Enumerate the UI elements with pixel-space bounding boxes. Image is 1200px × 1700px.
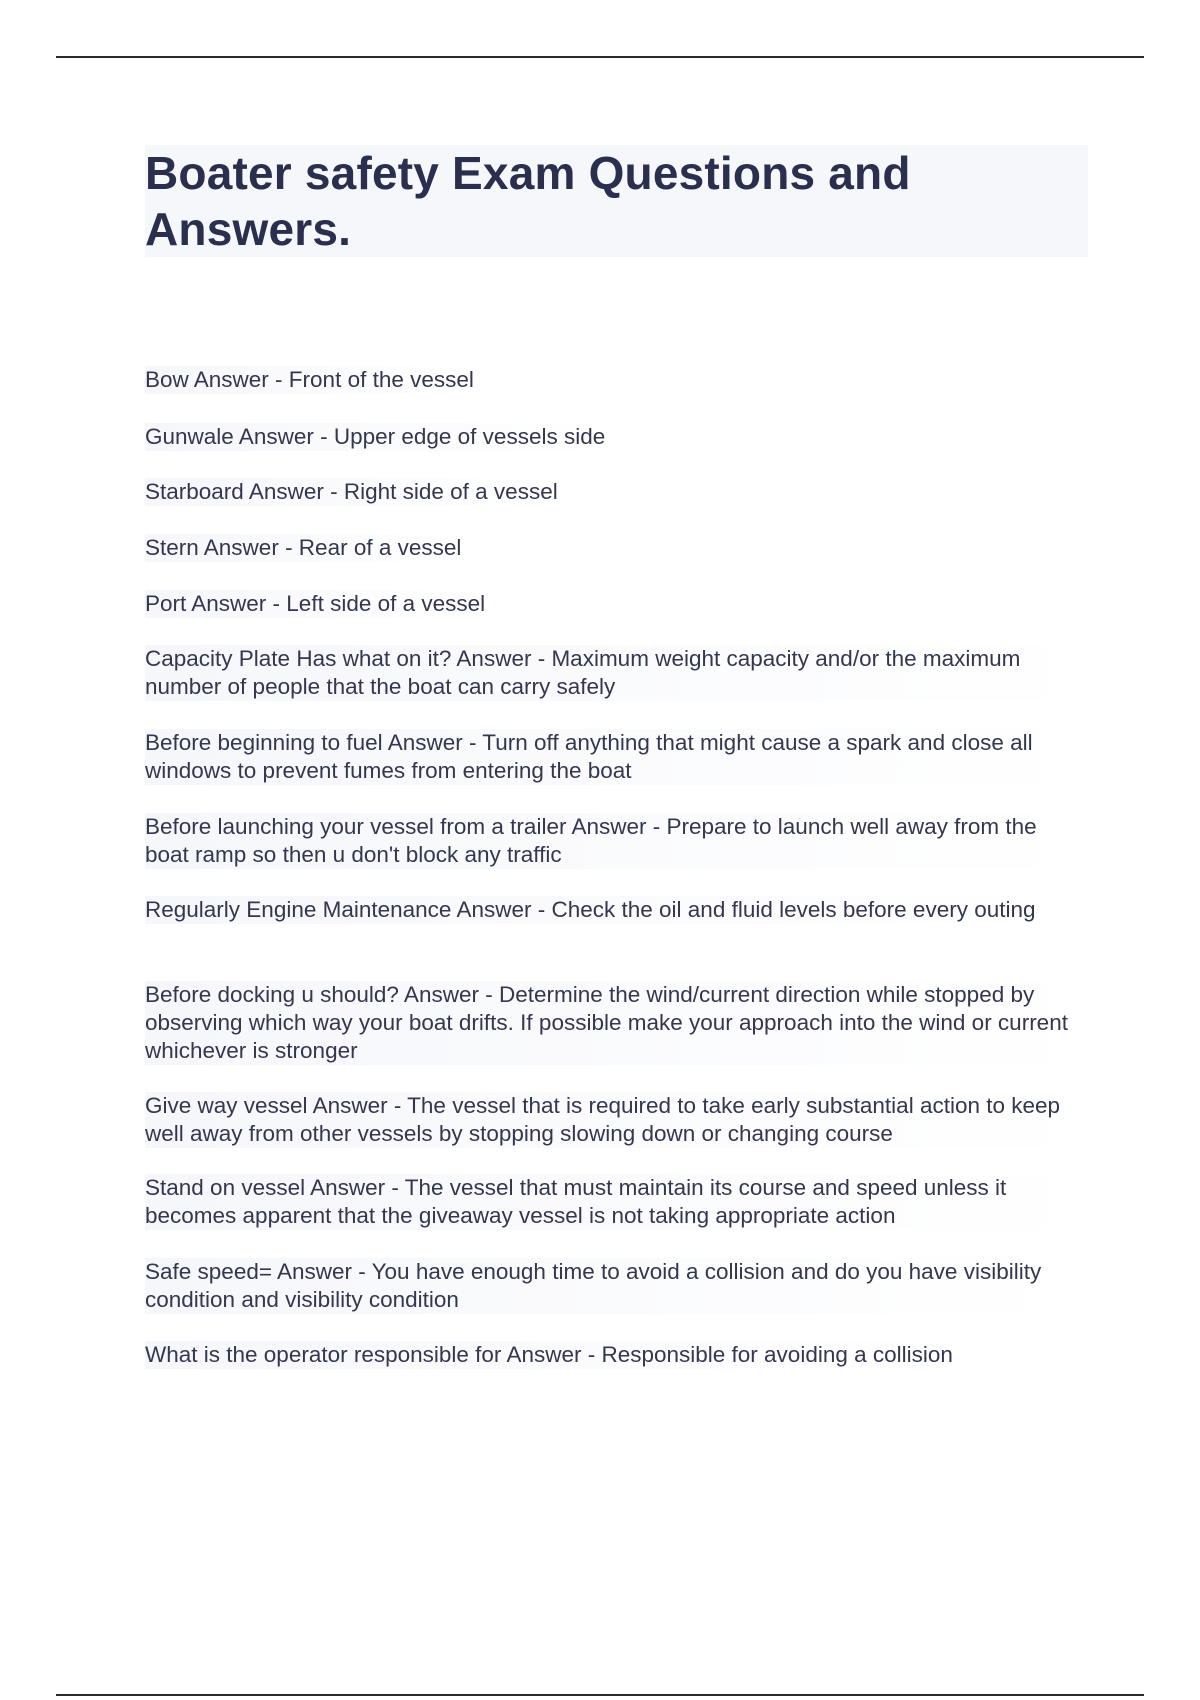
qa-item-capacity-plate: Capacity Plate Has what on it? Answer - Maximum weight capacity and/or the maximum number of people that the boat can carry safely [145, 645, 1095, 701]
qa-item-safe-speed: Safe speed= Answer - You have enough time to avoid a collision and do you have visibility condition and visibility condition [145, 1258, 1065, 1314]
qa-item-stand-on-vessel: Stand on vessel Answer - The vessel that must maintain its course and speed unless it becomes apparent that the giveaway vessel is not taking appropriate action [145, 1174, 1090, 1230]
qa-item-bow: Bow Answer - Front of the vessel [145, 367, 474, 392]
qa-item-before-launching: Before launching your vessel from a trailer Answer - Prepare to launch well away from the boat ramp so then u don't block any traffic [145, 813, 1085, 869]
top-rule [56, 56, 1144, 58]
qa-item-starboard: Starboard Answer - Right side of a vessel [145, 479, 558, 504]
qa-item-before-fueling: Before beginning to fuel Answer - Turn off anything that might cause a spark and close all windows to prevent fumes from entering the boat [145, 729, 1085, 785]
page-title: Boater safety Exam Questions and Answers. [145, 147, 911, 255]
qa-item-give-way-vessel: Give way vessel Answer - The vessel that is required to take early substantial action to keep well away from other vessels by stopping slowing down or changing course [145, 1092, 1090, 1148]
qa-item-engine-maintenance: Regularly Engine Maintenance Answer - Check the oil and fluid levels before every outing [145, 896, 1060, 924]
qa-item-operator-responsibility: What is the operator responsible for Answer - Responsible for avoiding a collision [145, 1342, 953, 1367]
qa-item-port: Port Answer - Left side of a vessel [145, 591, 486, 616]
title-block [145, 145, 1088, 257]
bottom-rule [56, 1694, 1144, 1696]
qa-item-gunwale: Gunwale Answer - Upper edge of vessels side [145, 424, 606, 449]
qa-item-before-docking: Before docking u should? Answer - Determine the wind/current direction while stopped by observing which way your boat drifts. If possible make your approach into the wind or current whichever is stronger [145, 981, 1095, 1065]
qa-item-stern: Stern Answer - Rear of a vessel [145, 535, 462, 560]
